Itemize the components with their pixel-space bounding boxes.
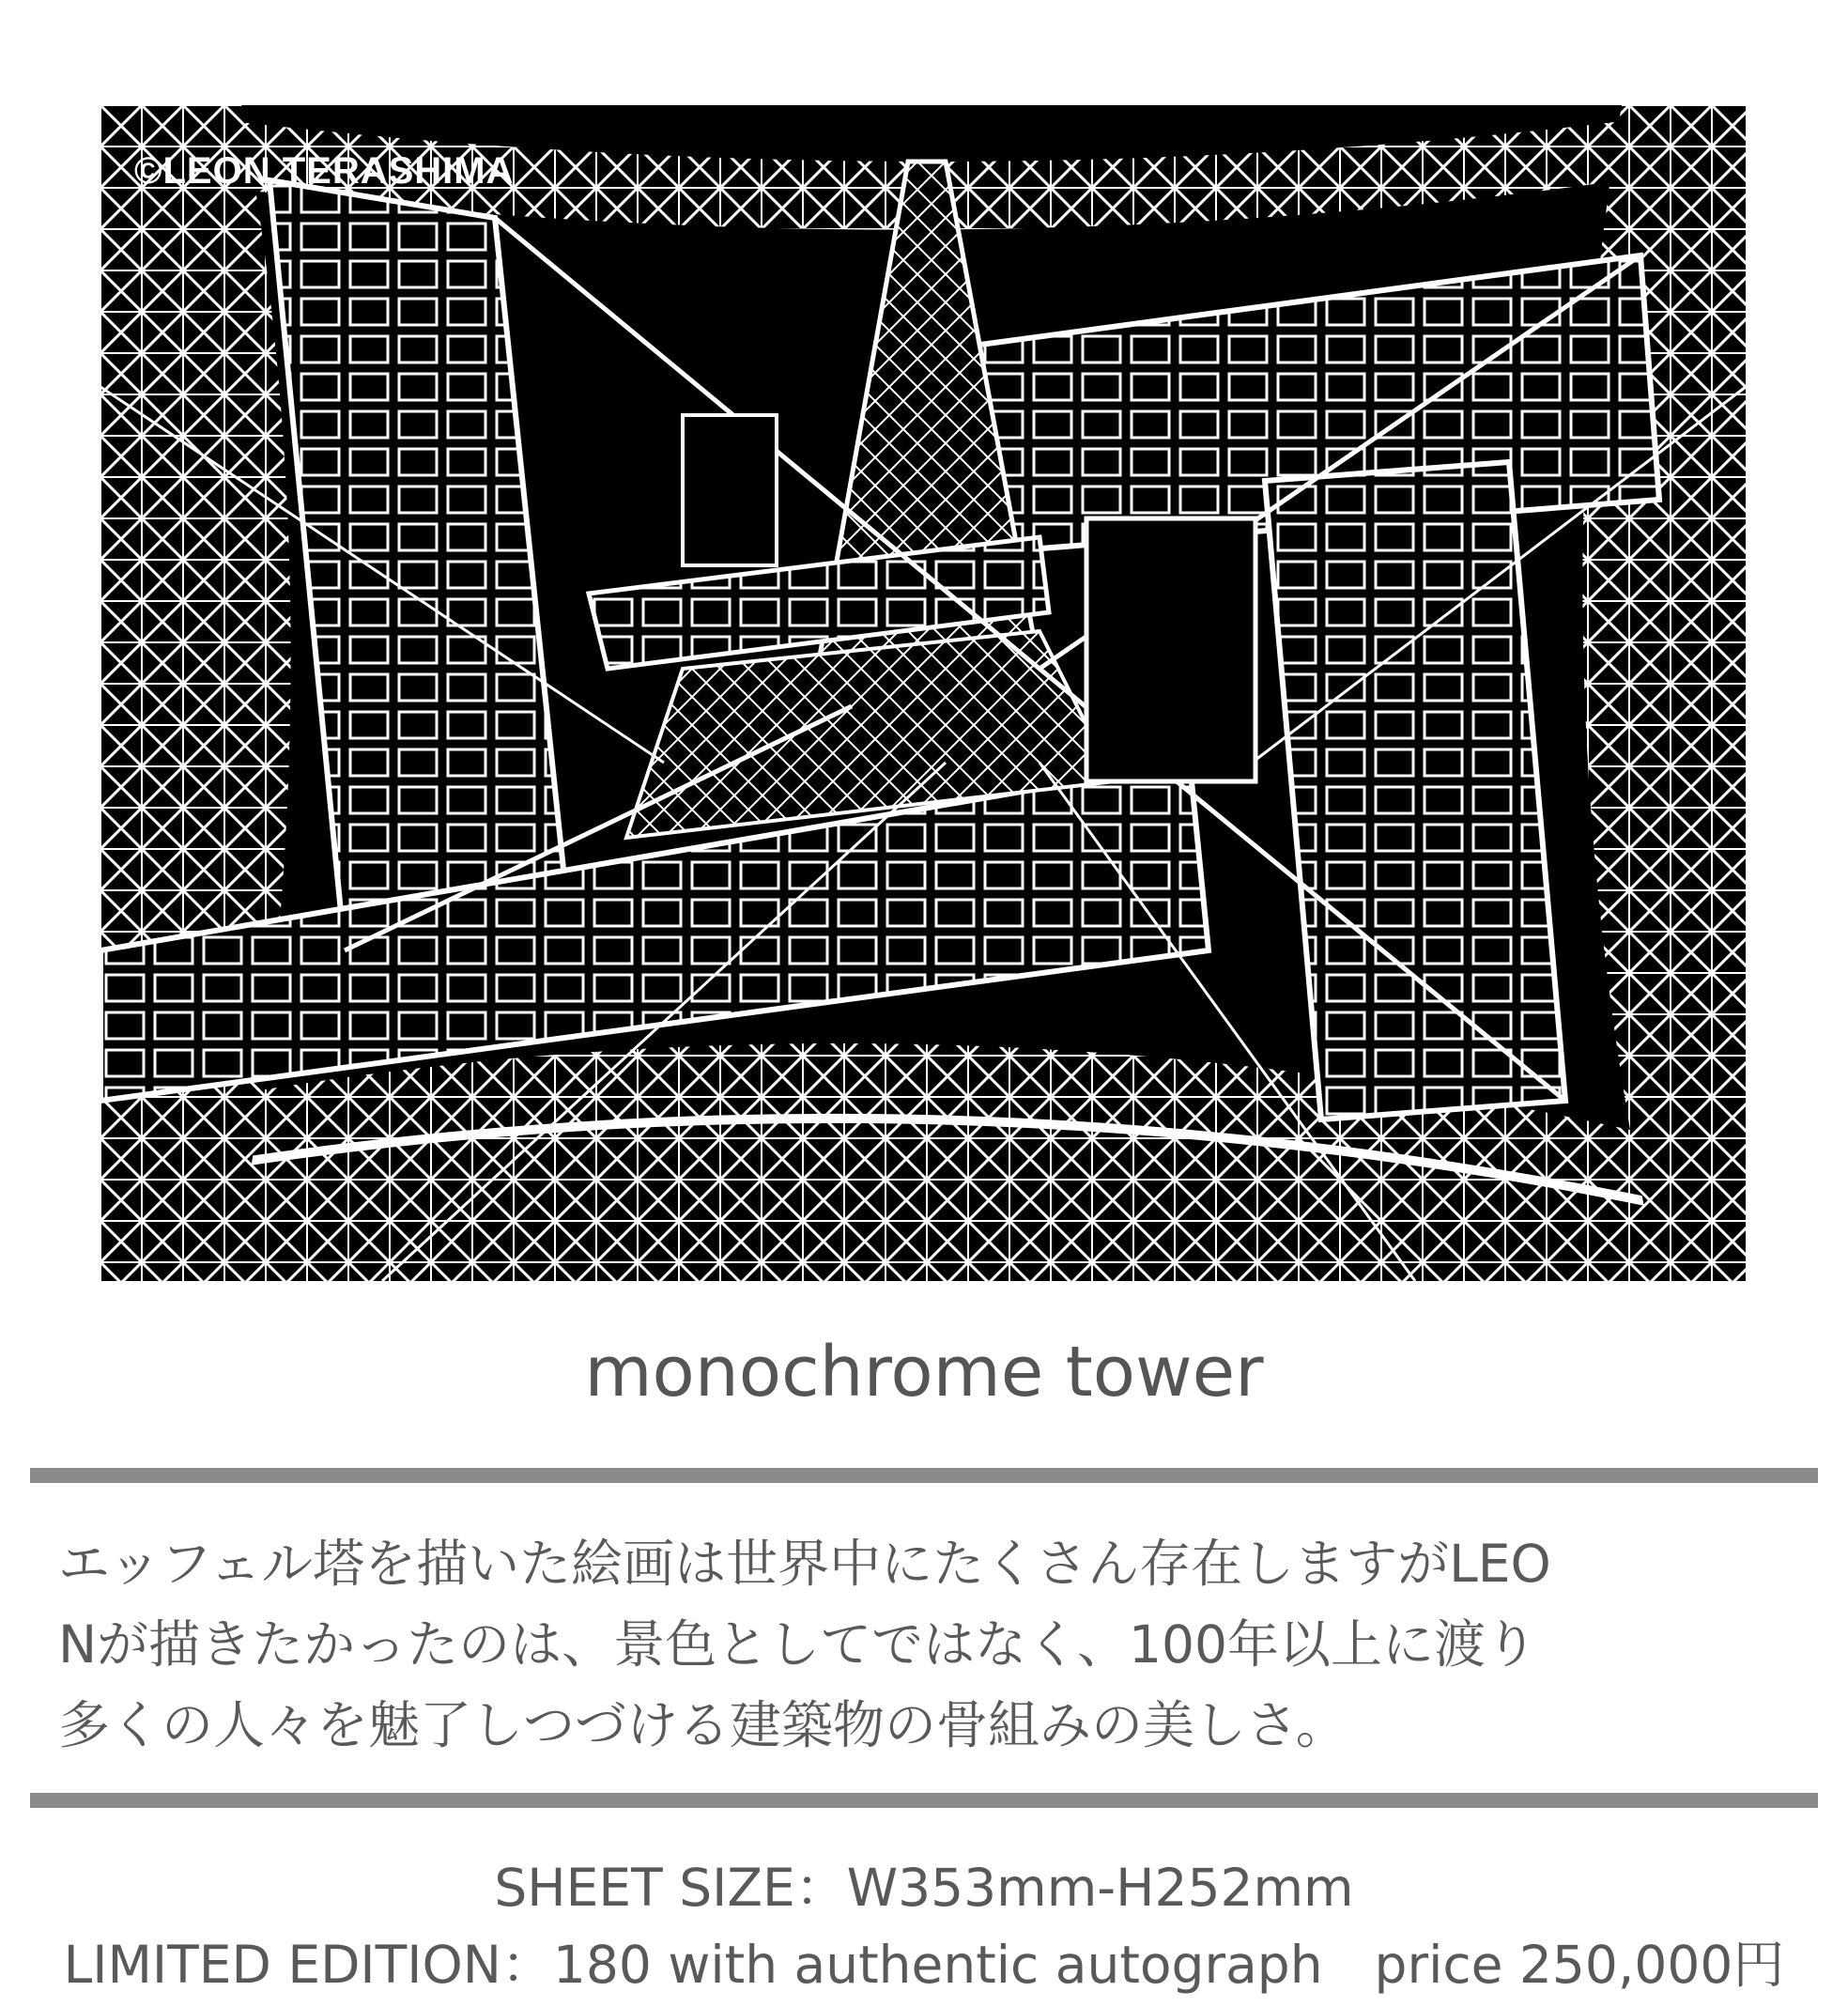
edition-price-text: LIMITED EDITION：180 with authentic autograph price 250,000円 <box>63 1935 1785 1995</box>
divider-top <box>30 1468 1818 1483</box>
artwork-title: monochrome tower <box>584 1332 1264 1413</box>
divider-bottom <box>30 1793 1818 1808</box>
sheet-size-text: SHEET SIZE：W353mm-H252mm <box>494 1858 1354 1918</box>
eiffel-tower-drawing <box>100 105 1746 1281</box>
artwork-image <box>100 105 1746 1281</box>
artist-watermark: ©LEON TERASHIMA <box>134 150 515 192</box>
artwork-description <box>58 1523 1805 1766</box>
description-line: 多くの人々を魅了しつづける建築物の骨組みの美しさ。 <box>58 1695 1348 1755</box>
description-line: Nが描きたかったのは、景色としてではなく、100年以上に渡り <box>58 1614 1538 1675</box>
description-line: エッフェル塔を描いた絵画は世界中にたくさん存在しますがLEO <box>58 1534 1551 1594</box>
